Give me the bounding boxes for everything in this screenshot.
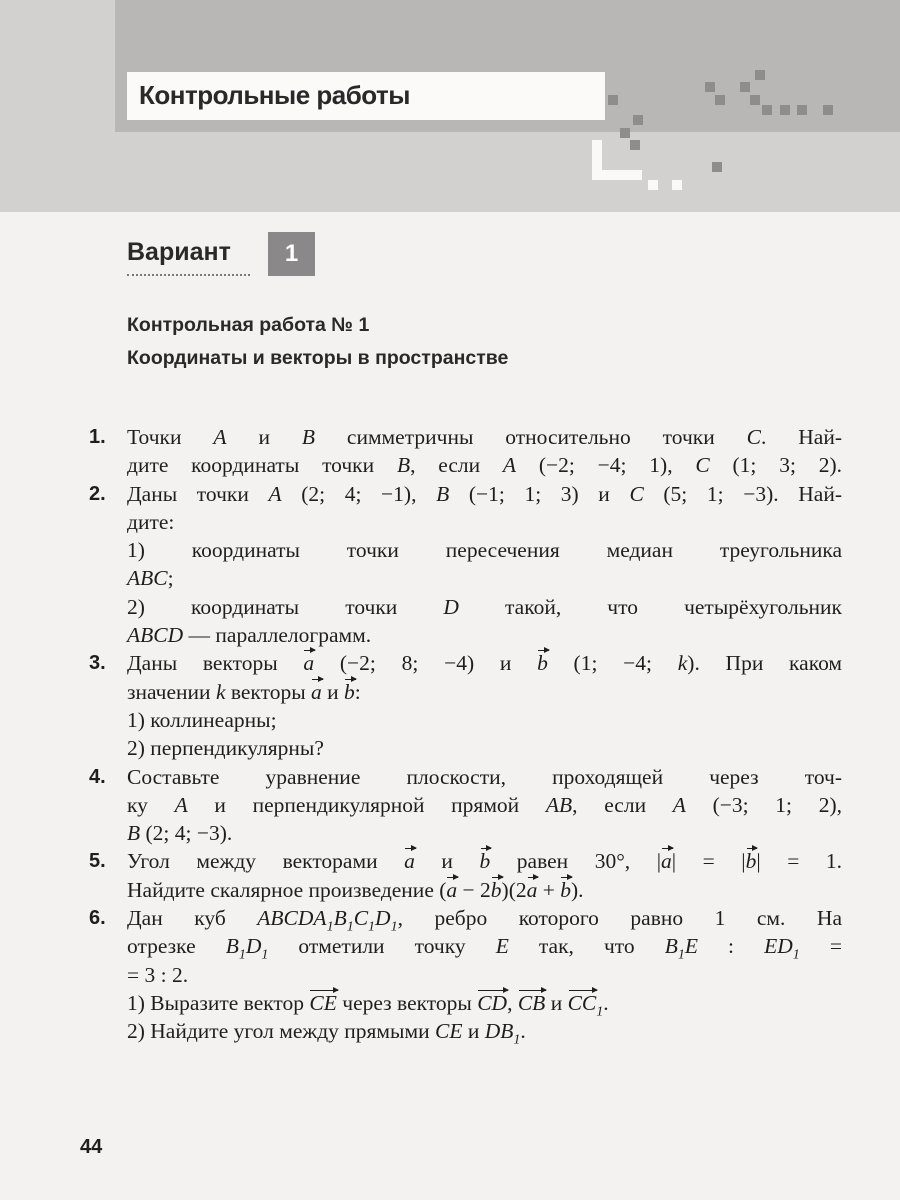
problem-line [127, 678, 842, 706]
math-symbol: AB [545, 792, 573, 817]
subscript: 1 [346, 919, 354, 935]
problem-line [127, 621, 842, 649]
vector-symbol: CB [517, 990, 546, 1015]
text-run: Даны векторы [127, 651, 304, 676]
problem-number: 1. [89, 426, 106, 448]
math-symbol: CE [434, 1019, 463, 1044]
text-run: Составьте уравнение плоскости, проходящей через точ- [127, 764, 842, 789]
text-run: (5; 1; −3). Най- [643, 481, 842, 506]
problem-line [127, 989, 842, 1020]
text-run: , если [410, 453, 503, 478]
text-run: 2) перпендикулярны? [127, 736, 324, 761]
problem-line [89, 847, 843, 875]
text-run: отрезке [127, 934, 226, 959]
vector-symbol: b [479, 849, 491, 874]
decor-pixel [780, 105, 790, 115]
text-run: так, что [508, 934, 665, 959]
problem-line [89, 904, 842, 935]
text-run: и [226, 425, 302, 449]
text-run: | = 1. [756, 849, 843, 874]
math-symbol: D [375, 906, 391, 931]
text-run: дите: [127, 509, 175, 534]
decor-pixel [823, 105, 833, 115]
vector-symbol: b [537, 651, 548, 676]
header-band [0, 0, 900, 212]
decor-pixel [712, 162, 722, 172]
decor-pixel [797, 105, 807, 115]
text-run: векторы [225, 679, 312, 704]
text-run: , [507, 990, 518, 1015]
subscript: 1 [792, 947, 800, 963]
vector-symbol: b [745, 849, 757, 874]
decor-pixel [648, 180, 658, 190]
math-symbol: ABCD [127, 623, 184, 648]
problem-line [127, 451, 842, 479]
variant-number: 1 [268, 232, 315, 276]
math-symbol: C [695, 453, 710, 478]
math-symbol: A [213, 425, 227, 449]
decor-pixel [672, 180, 682, 190]
text-run: . [520, 1019, 526, 1044]
math-symbol: E [495, 934, 509, 959]
math-symbol: D [245, 934, 262, 959]
math-symbol: B [436, 481, 450, 506]
math-symbol: k [215, 679, 226, 704]
math-symbol: C [353, 906, 369, 931]
text-run: через векторы [336, 990, 478, 1015]
problem-list [0, 423, 900, 1046]
text-run: дите координаты точки [127, 453, 397, 478]
variant-label: Вариант [127, 238, 231, 266]
vector-symbol: a [303, 651, 315, 676]
vector-symbol: a [526, 877, 538, 902]
vector-symbol: b [344, 679, 355, 704]
problem-line [127, 1017, 842, 1048]
text-run: и [321, 679, 345, 704]
text-run: (2; 4; −3). [140, 821, 233, 846]
text-run: и [462, 1019, 485, 1044]
text-run: — параллелограмм. [183, 623, 372, 648]
decor-pixel [592, 140, 602, 180]
subscript: 1 [390, 919, 398, 935]
text-run: 2) Найдите угол между прямыми [127, 1019, 435, 1044]
text-run: равен 30°, | [490, 849, 662, 874]
text-run: Дан куб [127, 906, 258, 931]
math-symbol: DB [484, 1019, 514, 1044]
variant-underline [127, 274, 250, 276]
math-symbol: ABC [127, 566, 168, 591]
work-topic: Координаты и векторы в пространстве [127, 347, 509, 369]
subscript: 1 [326, 919, 334, 935]
text-run: 2) координаты точки [127, 594, 444, 619]
problem-line [127, 961, 842, 989]
text-run: (−2; 8; −4) и [314, 651, 538, 676]
vector-symbol: CE [309, 990, 337, 1015]
problem-line [127, 791, 842, 819]
subscript: 1 [261, 947, 269, 963]
vector-symbol: a [661, 849, 672, 874]
text-run: | = | [671, 849, 746, 874]
text-run: (1; 3; 2). [709, 453, 842, 478]
vector-symbol: a [446, 877, 458, 902]
text-run: , если [572, 792, 673, 817]
math-symbol: C [629, 481, 644, 506]
text-run: Точки [127, 425, 214, 449]
text-run: (−2; −4; 1), [516, 453, 696, 478]
text-run: отметили точку [268, 934, 496, 959]
section-title-box [127, 72, 605, 120]
problem-line [127, 932, 842, 963]
problem-number: 6. [89, 907, 106, 930]
problem-number: 5. [89, 850, 106, 873]
text-run: Угол между векторами [127, 849, 405, 874]
decor-pixel [602, 170, 642, 180]
text-run: ; [167, 566, 174, 591]
subscript: 1 [596, 1004, 604, 1020]
problem-line [89, 649, 843, 677]
text-run: Даны точки [127, 481, 269, 506]
text-run: : [354, 679, 361, 704]
decor-pixel [608, 95, 618, 105]
decor-pixel [715, 95, 725, 105]
math-symbol: A [672, 792, 686, 817]
text-run: и [414, 849, 480, 874]
problem-line [127, 593, 842, 621]
math-symbol: ED [764, 934, 793, 959]
vector-symbol: CC [567, 990, 597, 1015]
text-run: (−3; 1; 2), [685, 792, 842, 817]
text-run: 1) координаты точки пересечения медиан треугольника [127, 538, 842, 563]
math-symbol: A [268, 481, 282, 506]
work-title: Контрольная работа № 1 [127, 314, 370, 336]
decor-pixel [762, 105, 772, 115]
problem-number: 2. [89, 482, 106, 505]
vector-symbol: a [404, 849, 415, 874]
problem-line [127, 706, 842, 734]
text-run: 1) Выразите вектор [127, 990, 310, 1015]
problem-line [127, 819, 842, 847]
text-run: ). При каком [687, 651, 843, 676]
math-symbol: B [127, 821, 141, 846]
math-symbol: B [225, 934, 239, 959]
decor-pixel [705, 82, 715, 92]
vector-symbol: b [490, 877, 502, 902]
vector-symbol: CD [477, 990, 508, 1015]
problem-line [89, 423, 842, 451]
decor-pixel [740, 82, 750, 92]
math-symbol: B [664, 934, 678, 959]
text-run: 1) коллинеарны; [127, 707, 277, 732]
math-symbol: B [333, 906, 347, 931]
section-title: Контрольные работы [139, 80, 410, 110]
text-run: ку [127, 792, 175, 817]
text-run: = [799, 934, 842, 959]
math-symbol: B [301, 425, 315, 449]
subscript: 1 [513, 1032, 521, 1048]
math-symbol: C [746, 425, 761, 449]
text-run: . [603, 990, 609, 1015]
text-run: Найдите скалярное произведение ( [127, 877, 447, 902]
math-symbol: k [677, 651, 688, 676]
text-run: (1; −4; [547, 651, 678, 676]
page-number: 44 [80, 1136, 103, 1158]
text-run: . Най- [760, 425, 842, 449]
text-run: и [545, 990, 568, 1015]
text-run: ). [571, 877, 584, 902]
problem-line [127, 734, 842, 762]
decor-pixel [633, 115, 643, 125]
decor-pixel [630, 140, 640, 150]
subscript: 1 [677, 947, 685, 963]
problem-line [89, 763, 842, 791]
math-symbol: E [684, 934, 698, 959]
problem-line [127, 564, 842, 592]
text-run: (2; 4; −1), [281, 481, 437, 506]
decor-pixel [750, 95, 760, 105]
text-run: , ребро которого равно 1 см. На [397, 906, 842, 931]
problem-line [127, 536, 842, 564]
decor-pixel [755, 70, 765, 80]
math-symbol: ABCDA [257, 906, 327, 931]
math-symbol: A [174, 792, 188, 817]
decor-pixel [620, 128, 630, 138]
subscript: 1 [368, 919, 376, 935]
text-run: симметричны относительно точки [315, 425, 747, 449]
problem-line [89, 480, 842, 508]
text-run: такой, что четырёхугольник [458, 594, 842, 619]
vector-symbol: a [311, 679, 322, 704]
text-run: )(2 [501, 877, 527, 902]
problem-line [127, 876, 842, 904]
math-symbol: D [443, 594, 459, 619]
problem-line [127, 508, 842, 536]
problem-number: 3. [89, 652, 106, 675]
math-symbol: B [396, 453, 411, 478]
text-run: − 2 [457, 877, 491, 902]
math-symbol: A [502, 453, 517, 478]
text-run: и перпендикулярной прямой [187, 792, 546, 817]
text-run: = 3 : 2. [127, 962, 189, 987]
text-run: значении [127, 679, 216, 704]
text-run: + [537, 877, 561, 902]
vector-symbol: b [560, 877, 572, 902]
problem-number: 4. [89, 765, 106, 788]
text-run: : [698, 934, 765, 959]
subscript: 1 [238, 947, 246, 963]
text-run: (−1; 1; 3) и [449, 481, 630, 506]
